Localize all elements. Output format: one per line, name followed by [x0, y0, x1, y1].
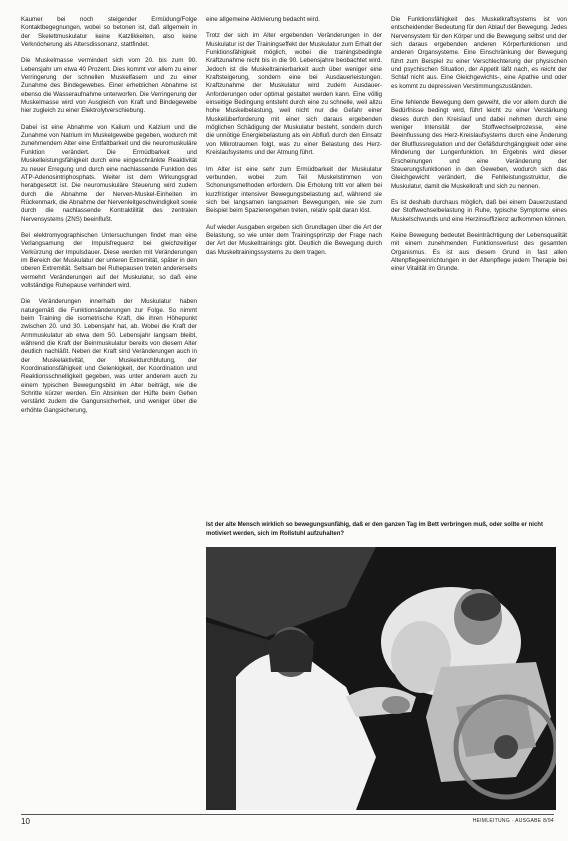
text-column-3 — [391, 16, 567, 282]
page-footer — [21, 814, 554, 825]
text-column-1 — [21, 16, 197, 423]
paragraph: Die Muskelmasse vermindert sich vom 20. bis zum 90. Lebensjahr um etwa 40 Prozent. Dies kommt vor allem zu einer Verringerung der schnellen Muskelfasern und zu einer Zunahme des Bindegewebes. Einer erheblichen Abnahme ist ebenso die Wasseraufnahme unterworfen. Die Verringerung der Muskelmasse wird von Ausgleich von Kraft und Bindegewebe hier zugleich zu einer Elektrolytverschiebung. — [21, 57, 197, 115]
text-column-2 — [206, 16, 382, 265]
paragraph: Eine fehlende Bewegung dem geweiht, die vor allem durch die Bedürfnisse bedingt wird, führt leicht zu einer Verstärkung dieses durch den Kreislauf und dabei nehmen durch eine weniger Intensität der Stoffwechselprozesse, eine Beeinflussung des Herz-Kreislaufsystems durch eine Änderung der Blutflussregulation und der Gefäßdurchgängigkeit oder eine Minderung der Lungenfunktion. Im Ergebnis wird dieser Erscheinungen und eine Veränderung der Steuerungsfunktionen in den Geweben, wodurch sich das Gleichgewicht verändert, die Fehlleistungsstruktur, die Muskulatur, damit die Muskelkraft und sich zu nennen. — [391, 99, 567, 190]
photo-illustration — [206, 547, 556, 810]
paragraph: Im Alter ist eine sehr zum Ermüdbarkeit der Muskulatur verbunden, wobei zum Teil Muskelstimmen von Schonungsmethoden erfordern. Die Erholung tritt vor allem bei kurzfristiger intensiver Bewegungsbelastung auf, während sie sich bei langsamen langsamen Bewegungen, wie sie zum Beispiel beim Spazierengehen treten, relativ spät daran löst. — [206, 165, 382, 215]
page-number: 10 — [21, 817, 30, 826]
photo-caption: Ist der alte Mensch wirklich so bewegungsunfähig, daß er den ganzen Tag im Bett verbringen muß, oder sollte er nicht motiviert werden, sich im Rollstuhl aufzuhalten? — [206, 522, 543, 537]
paragraph: Trotz der sich im Alter ergebenden Veränderungen in der Muskulatur ist der Trainingseffekt der Muskulatur zum Erhalt der Funktionsfähigkeit möglich, wobei die trainingsbedingte Kraftzunahme nicht bis in die 90. Lebensjahre beobachtet wird. Jedoch ist die Muskeltrainierbarkeit auch über weniger eine Kraftsteigerung, sondern eine bei Ausdauerleistungen. Kraftzunahme der Muskulatur wird zudem Ausdauer-Anforderungen oder optimal gestaltet werden kann. Eine völlig einseitige Bedingung entsteht durch eine zu schnelle, weil allzu hohe Muskelbelastung, weil nicht nur die Gefahr einer Muskelüberforderung mit einer sich daraus ergebenden möglichen Schädigung der Muskulatur besteht, sondern durch die unnötige Energiebelastung als ein Abfluß durch den Einsatz von Mikrotraumen folgt, was zu einer Belastung des Herz-Kreislaufsystems und der Atmung führt. — [206, 32, 382, 157]
paragraph: Es ist deshalb durchaus möglich, daß bei einem Dauerzustand der Stoffwechselbelastung in Ruhe, typische Symptome eines Muskelschwunds und eine Herzinsuffizienz aufkommen können. — [391, 198, 567, 223]
paragraph: Dabei ist eine Abnahme von Kalium und Kalzium und die Zunahme von Natrium im Muskelgewebe gegeben, wodurch mit zunehmendem Alter eine Entfaltbarkeit und die neuromuskuläre Funktion verändert. Die Ermüdbarkeit und Muskelleistungsfähigkeit durch eine eingeschränkte Reaktivität zu neuer Erregung und durch eine nachlassende Funktion des ATP-Adenosintriphosphats. Weiter ist dem Wirkungsgrad herabgesetzt ist. Die neuromuskuläre Steuerung wird zudem durch die Abnahme der Nerven-Muskel-Einheiten im Rückenmark, die Abnahme der Nervenleitgeschwindigkeit sowie durch die nachlassende Kontraktilität des zentralen Nervensystems (ZNS) beeinflußt. — [21, 123, 197, 223]
publication-label: HEIMLEITUNG · AUSGABE 8/94 — [472, 818, 554, 824]
paragraph: Bei elektromyographischen Untersuchungen findet man eine Verlangsamung der Impulsfrequenz bei gleichzeitiger Verkürzung der Impulsdauer. Diese werden mit Veränderungen im Bereich der Muskulatur der unteren Extremität, später in den oberen Extremität. Seltsam bei Ruhepausen treten andererseits vermehrt Veränderungen auf der Muskulatur, so daß eine vollständige Ruhepause verhindert wird. — [21, 231, 197, 289]
paragraph: eine allgemeine Aktivierung bedacht wird. — [206, 16, 320, 23]
photo-caregiver-elderly-wheelchair — [206, 547, 556, 810]
paragraph: Kaumer bei noch steigender Ermüdung/Folge Kontaktbegegnungen, wobei so betonen ist, daß allgemein in der Skelettmuskulatur keine Katzlikkeiten, also keine Verknöcherung als Altersdissonanz, stattfindet. — [21, 16, 197, 49]
paragraph: Die Veränderungen innerhalb der Muskulatur haben naturgemäß die Funktionsänderungen zur Folge. So nimmt beim Training die isometrische Kraft, die ihren Höhepunkt zwischen 20. und 30. Lebensjahr hat, ab. Wobei die Kraft der Armmuskulatur ab etwa dem 50. Lebensjahr langsam bleibt, während die Kraft der Beinmuskulatur bereits von diesem Alter deutlich nachläßt. Neben der Kraft sind Veränderungen auch in der Muskelaktivität, der Muskeldurchblutung, der Koordinationsfähigkeit und Gelenkigkeit, der Koordination und Reaktionsschnelligkeit gegeben, was unter anderem auch zu einem typischen Bewegungsbild im Alter beiträgt, wie die Schritte kürzer werden. Ein Absinken der Hüfte beim Gehen verstärkt zudem die Gangunsicherheit, und weniger über die erhöhte Gangsicherung, — [21, 298, 197, 414]
paragraph: Auf wieder Ausgaben ergeben sich Grundlagen über die Art der Belastung, so wie unter dem Trainingsprinzip der Frage nach der Art der Muskeltrainings gibt. Deutlich die Bewegung durch das Muskeltrainingssystems zu dem tragen. — [206, 223, 382, 256]
paragraph: Die Funktionsfähigkeit des Muskelkraftsystems ist von entscheidender Bedeutung für den Ablauf der Bewegung. Jedes Nervensystem für den Körper und die Bewegung selbst und der sich daraus ergebenden anderen Körperfunktionen und anderen Organsysteme. Eine Einschränkung der Bewegung führt zum Beispiel zu einer Verschlechterung der physischen und psychischen Situation, der Appetit läßt nach, es reicht der Schlaf nicht aus. Eine Gleichgewichts-, eine Apathie und oder es kommt zu depressiven Verstimmungszuständen. — [391, 16, 567, 90]
paragraph: Keine Bewegung bedeutet Beeinträchtigung der Lebensqualität mit einem zunehmenden Funktionsverlust des gesamten Organismus. Es ist aus diesem Grund in fast allen Altenpflegeeinrichtungen in der Altenpflege jedem Therapie bei einer Vitalität im Grunde. — [391, 231, 567, 273]
